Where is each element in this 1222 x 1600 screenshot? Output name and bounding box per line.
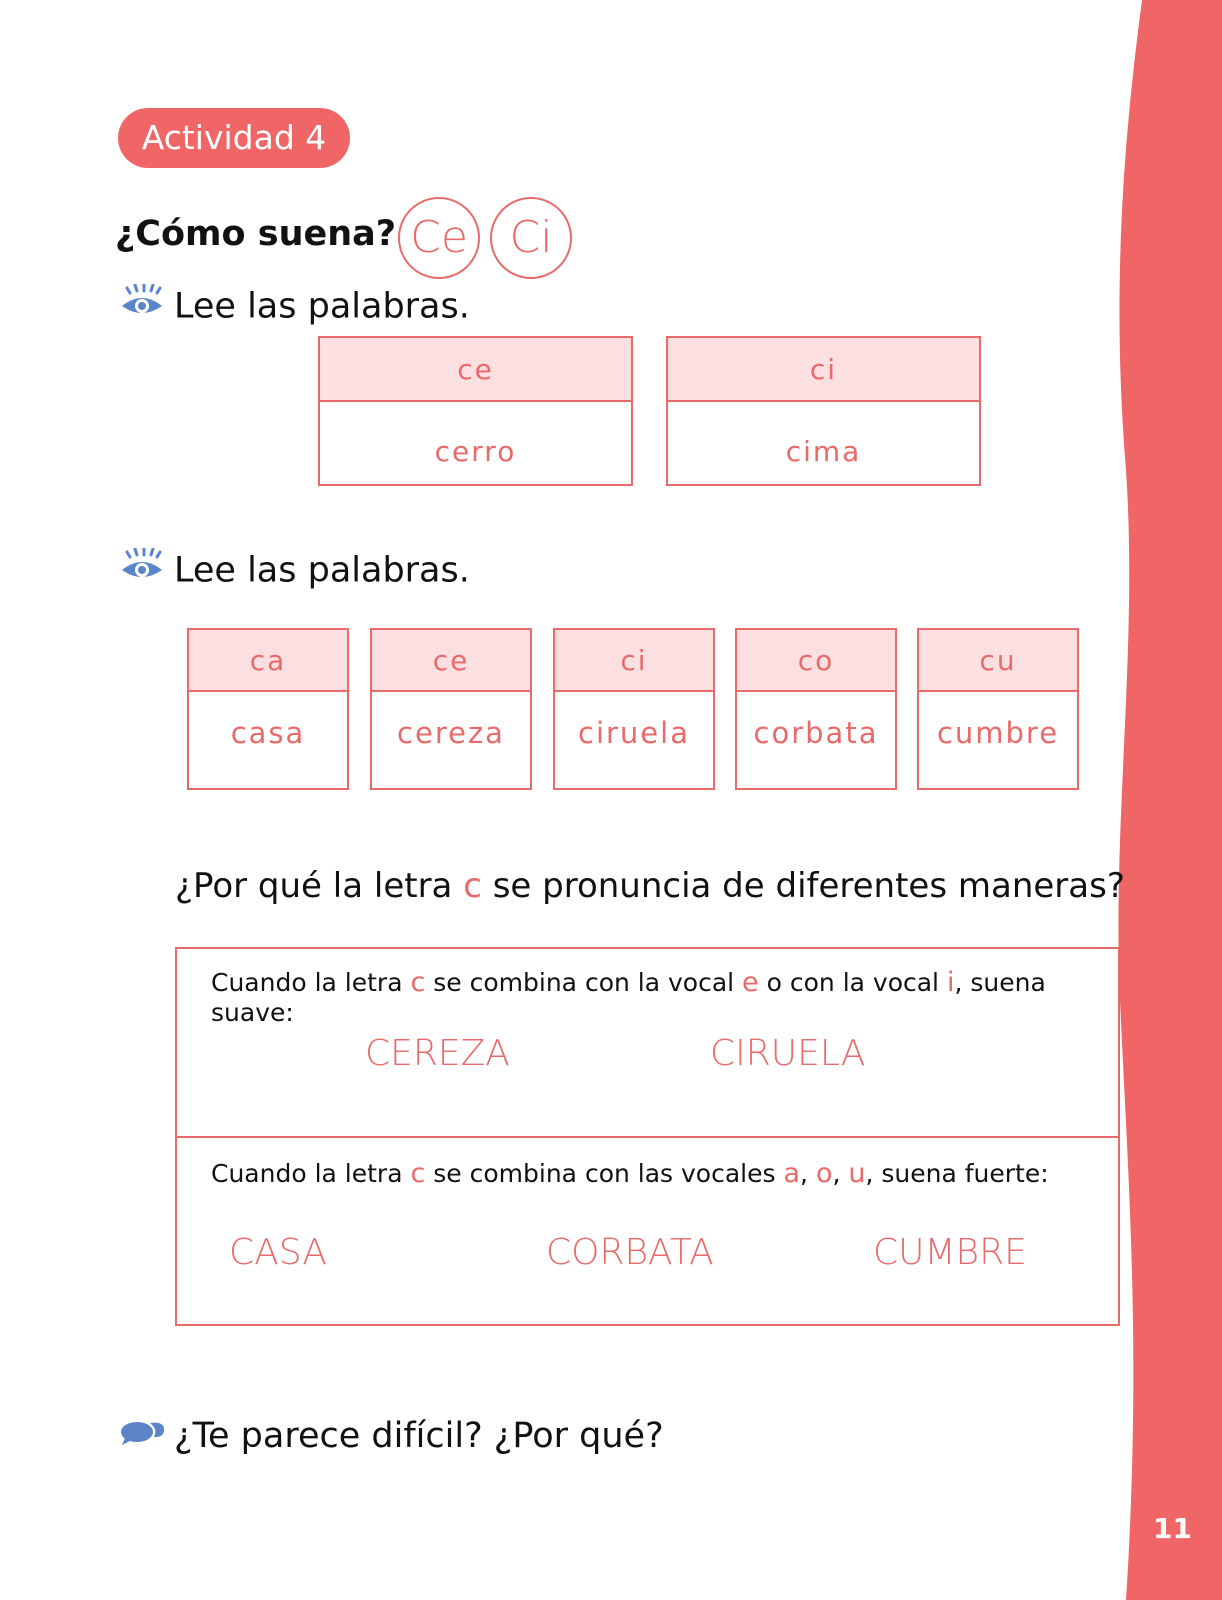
rule-text-part: Cuando la letra bbox=[211, 968, 411, 997]
highlighted-letter: a bbox=[783, 1158, 801, 1189]
rule-text-part: , suena suave: bbox=[211, 968, 1046, 1027]
rule-box-soft bbox=[175, 947, 1120, 1138]
eye-icon bbox=[120, 284, 164, 329]
example-word: CEREZA bbox=[365, 1033, 510, 1074]
rule-text-part: se combina con las vocales bbox=[425, 1159, 784, 1188]
rule-text-part: se combina con la vocal bbox=[425, 968, 743, 997]
table-header-syllable: cu bbox=[919, 630, 1077, 692]
syllable-table-co bbox=[735, 628, 897, 790]
side-decorative-band bbox=[1112, 0, 1222, 1600]
example-word: CIRUELA bbox=[710, 1033, 866, 1074]
highlighted-letter: c bbox=[410, 1158, 426, 1189]
question-text: ¿Por qué la letra bbox=[175, 866, 464, 906]
table-header-syllable: ci bbox=[668, 338, 979, 402]
speech-bubbles-icon bbox=[120, 1416, 166, 1456]
table-word: casa bbox=[230, 716, 306, 750]
pronunciation-question bbox=[175, 866, 1125, 906]
table-word: corbata bbox=[753, 716, 879, 750]
final-question-text: ¿Te parece difícil? ¿Por qué? bbox=[174, 1416, 664, 1456]
table-word: cereza bbox=[397, 716, 505, 750]
page-number: 11 bbox=[1153, 1512, 1192, 1545]
activity-badge: Actividad 4 bbox=[118, 108, 350, 168]
table-header-syllable: ci bbox=[555, 630, 713, 692]
section-heading: ¿Cómo suena? bbox=[115, 214, 397, 254]
rule-soft-text bbox=[211, 967, 1118, 1027]
eye-icon bbox=[120, 548, 164, 593]
syllable-table-ce bbox=[318, 336, 633, 486]
table-header-syllable: ce bbox=[372, 630, 530, 692]
highlighted-letter: o bbox=[815, 1158, 833, 1189]
highlighted-letter: c bbox=[410, 967, 426, 998]
syllable-table-ci-2 bbox=[553, 628, 715, 790]
syllable-table-ca bbox=[187, 628, 349, 790]
table-header-syllable: ca bbox=[189, 630, 347, 692]
syllable-table-ci bbox=[666, 336, 981, 486]
rule-hard-text bbox=[211, 1158, 1049, 1189]
table-header-syllable: ce bbox=[320, 338, 631, 402]
table-word: cumbre bbox=[936, 716, 1060, 750]
highlighted-letter: i bbox=[946, 967, 955, 998]
table-word: ciruela bbox=[578, 716, 690, 750]
table-word: cima bbox=[785, 435, 862, 468]
syllable-table-cu bbox=[917, 628, 1079, 790]
syllable-circle-ce: Ce bbox=[398, 197, 480, 279]
instruction-text: Lee las palabras. bbox=[174, 550, 470, 591]
example-word: CASA bbox=[229, 1232, 327, 1273]
syllable-circle-ci: Ci bbox=[490, 197, 572, 279]
syllable-table-ce-2 bbox=[370, 628, 532, 790]
example-word: CUMBRE bbox=[873, 1232, 1027, 1273]
final-question bbox=[120, 1415, 664, 1456]
table-word: cerro bbox=[434, 435, 517, 468]
rule-text-part: , bbox=[800, 1159, 816, 1188]
rule-box-hard bbox=[175, 1136, 1120, 1326]
example-word: CORBATA bbox=[546, 1232, 714, 1273]
rule-text-part: , suena fuerte: bbox=[865, 1159, 1049, 1188]
highlighted-letter: e bbox=[742, 967, 759, 998]
instruction-text: Lee las palabras. bbox=[174, 286, 470, 327]
highlighted-letter: c bbox=[463, 866, 482, 906]
rule-text-part: Cuando la letra bbox=[211, 1159, 411, 1188]
table-header-syllable: co bbox=[737, 630, 895, 692]
highlighted-letter: u bbox=[848, 1158, 866, 1189]
instruction-read-words-1 bbox=[120, 284, 470, 329]
rule-text-part: , bbox=[832, 1159, 849, 1188]
rule-text-part: o con la vocal bbox=[758, 968, 947, 997]
instruction-read-words-2 bbox=[120, 548, 470, 593]
question-text: se pronuncia de diferentes maneras? bbox=[481, 866, 1125, 906]
